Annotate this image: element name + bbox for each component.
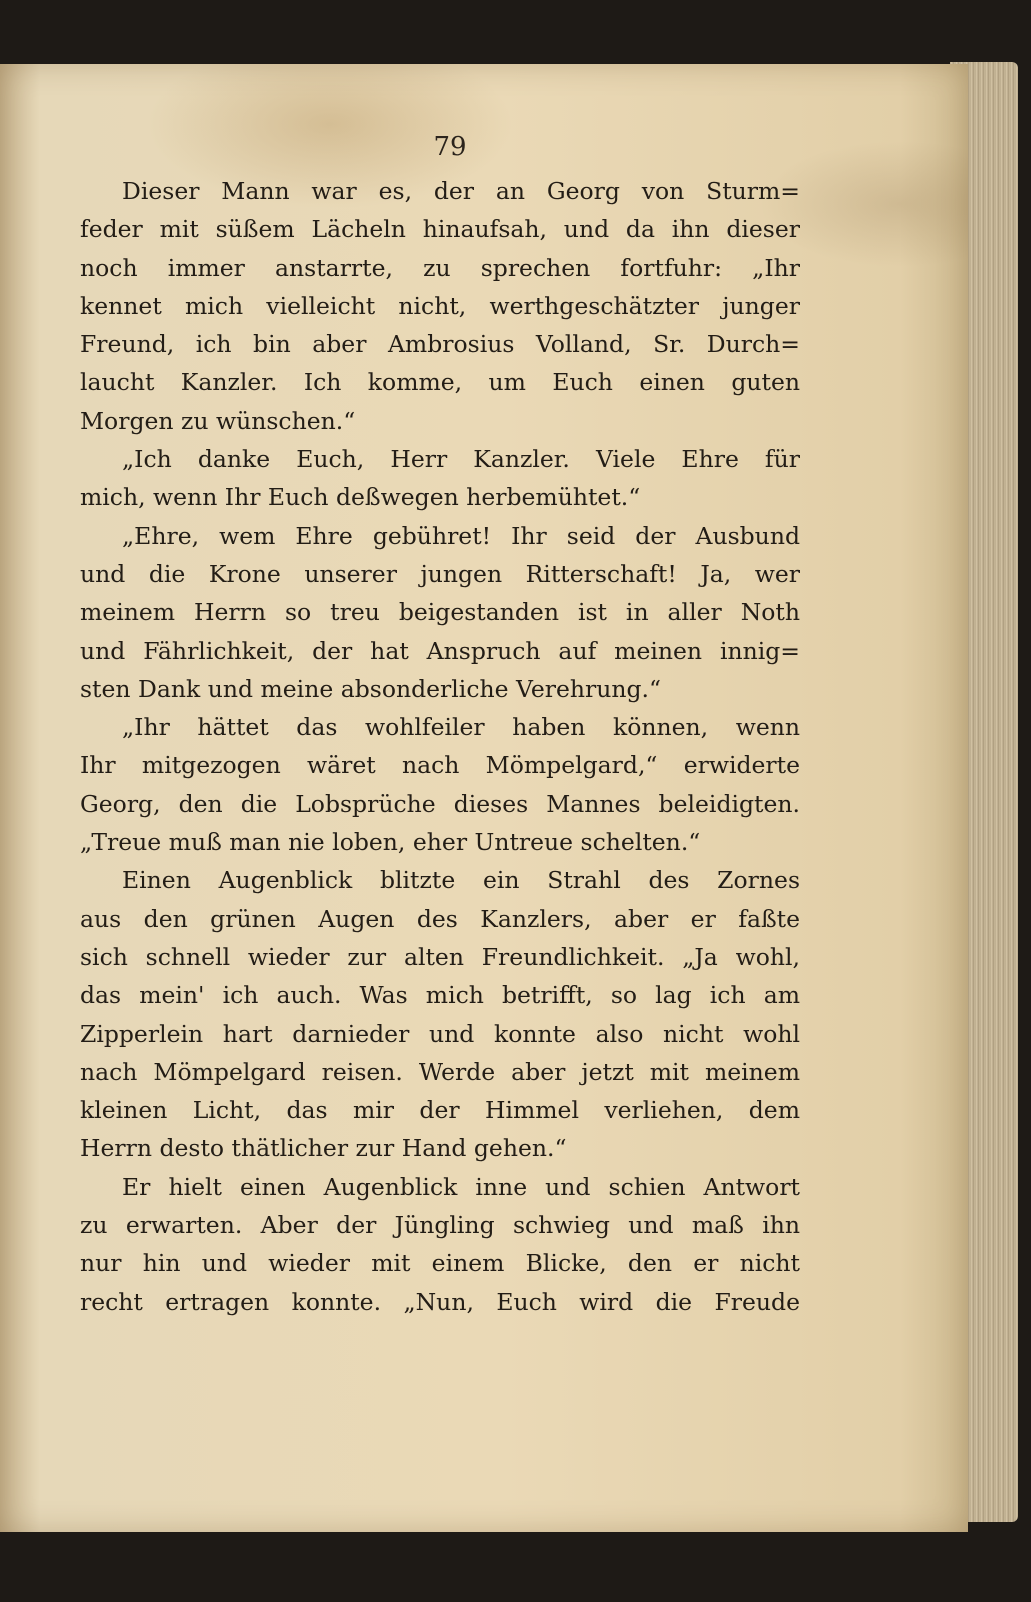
text-line: sten Dank und meine absonderliche Verehrung.“ (80, 674, 662, 703)
text-line: das mein' ich auch. Was mich betrifft, so lag ich am (80, 981, 800, 1010)
text-line: Morgen zu wünschen.“ (80, 406, 356, 435)
page-number: 79 (433, 132, 467, 162)
text-line: nach Mömpelgard reisen. Werde aber jetzt mit meinem (80, 1057, 800, 1086)
text-line: Ihr mitgezogen wäret nach Mömpelgard,“ erwiderte (80, 751, 800, 780)
text-line: und Fährlichkeit, der hat Anspruch auf meinen innig= (80, 636, 800, 665)
text-line: „Ihr hättet das wohlfeiler haben können, wenn (122, 713, 800, 742)
text-line: kennet mich vielleicht nicht, werthgeschätzter junger (80, 291, 800, 320)
text-line: zu erwarten. Aber der Jüngling schwieg und maß ihn (80, 1211, 800, 1240)
text-line: Georg, den die Lobsprüche dieses Mannes beleidigten. (80, 789, 800, 818)
text-line: Freund, ich bin aber Ambrosius Volland, Sr. Durch= (80, 330, 800, 359)
text-line: Er hielt einen Augenblick inne und schien Antwort (122, 1172, 800, 1201)
text-line: nur hin und wieder mit einem Blicke, den er nicht (80, 1249, 800, 1278)
body-text (80, 172, 800, 1321)
book-page (0, 64, 968, 1532)
text-line: feder mit süßem Lächeln hinaufsah, und da ihn dieser (80, 215, 800, 244)
text-line: sich schnell wieder zur alten Freundlichkeit. „Ja wohl, (80, 942, 800, 971)
text-line: Zipperlein hart darnieder und konnte also nicht wohl (80, 1019, 800, 1048)
text-line: recht ertragen konnte. „Nun, Euch wird die Freude (80, 1287, 800, 1316)
text-line: und die Krone unserer jungen Ritterschaft! Ja, wer (80, 559, 800, 588)
text-line: „Ehre, wem Ehre gebühret! Ihr seid der Ausbund (122, 521, 800, 550)
text-line: laucht Kanzler. Ich komme, um Euch einen guten (80, 368, 800, 397)
text-line: „Treue muß man nie loben, eher Untreue schelten.“ (80, 828, 701, 857)
text-line: Einen Augenblick blitzte ein Strahl des Zornes (122, 866, 800, 895)
text-line: „Ich danke Euch, Herr Kanzler. Viele Ehre für (122, 445, 800, 474)
text-line: mich, wenn Ihr Euch deßwegen herbemühtet.“ (80, 483, 641, 512)
text-line: kleinen Licht, das mir der Himmel verliehen, dem (80, 1096, 800, 1125)
text-line: meinem Herrn so treu beigestanden ist in aller Noth (80, 598, 800, 627)
text-line: noch immer anstarrte, zu sprechen fortfuhr: „Ihr (80, 253, 800, 282)
text-line: aus den grünen Augen des Kanzlers, aber er faßte (80, 904, 800, 933)
text-line: Herrn desto thätlicher zur Hand gehen.“ (80, 1134, 567, 1163)
text-line: Dieser Mann war es, der an Georg von Sturm= (122, 177, 800, 205)
